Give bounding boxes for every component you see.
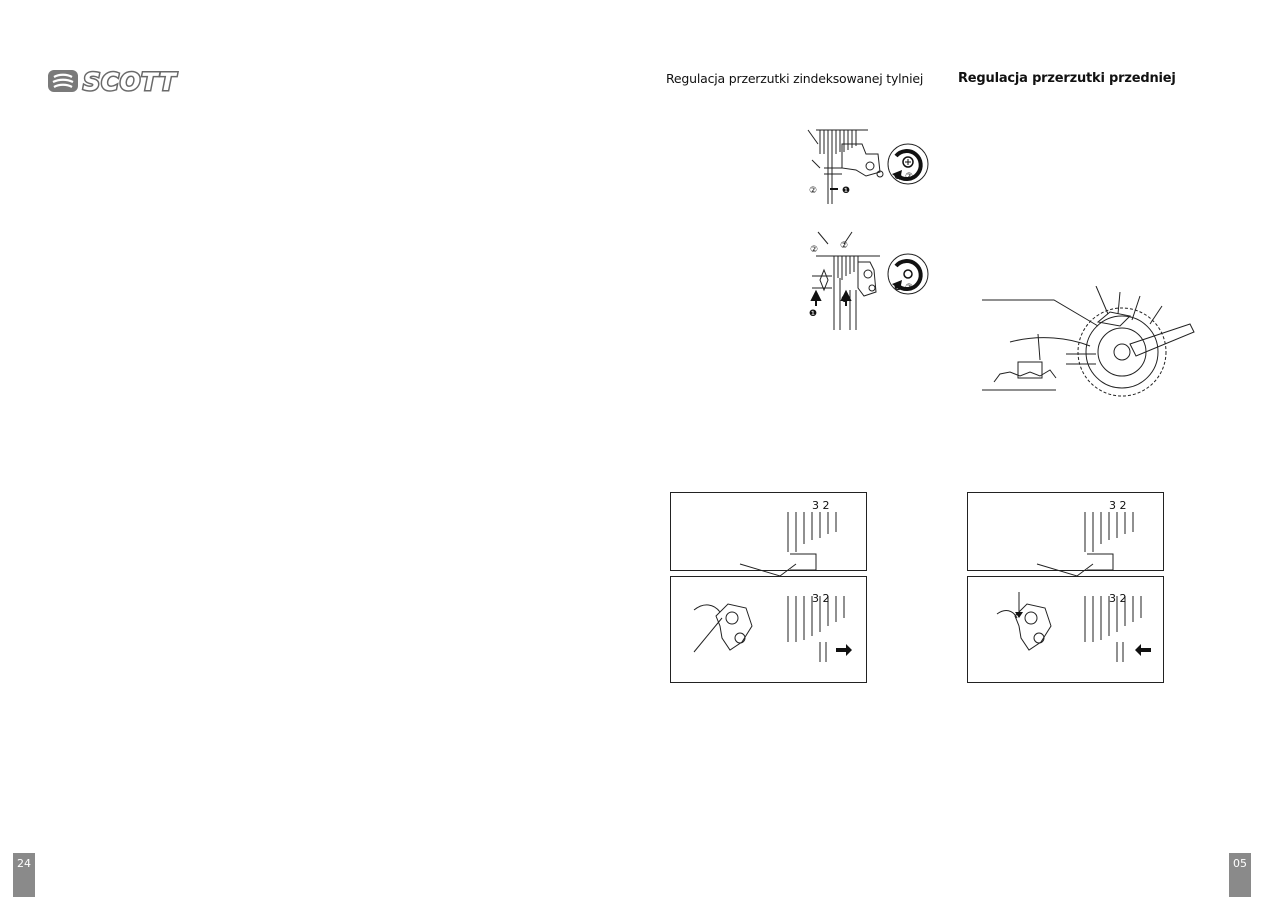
rear-adjust-figure-middle [806,230,930,341]
callout-2-label: ② [809,186,818,196]
callout-2-label: ② [810,245,819,255]
page-number-left: 24 [13,853,35,897]
gear-numbers-bottom: 3 2 [1109,592,1127,605]
callout-1-label: ❶ [841,295,850,305]
gear-numbers-top: 3 2 [812,499,830,512]
rear-cable-adjust-figure [670,492,868,689]
gear-numbers-bottom: 3 2 [812,592,830,605]
heading-rear-derailleur: Regulacja przerzutki zindeksowanej tylniej [666,71,924,86]
callout-1-label: ❶ [894,283,903,293]
logo-wordmark: SCOTT [83,68,177,94]
callout-1-label: ❶ [809,309,818,319]
front-derailleur-figure [980,286,1206,411]
callout-2-label: ② [905,172,914,182]
front-cable-adjust-figure [967,492,1165,689]
scott-logo [47,68,192,99]
callout-2-label: ② [840,241,849,251]
page-number-right: 05 [1229,853,1251,897]
heading-front-derailleur: Regulacja przerzutki przedniej [958,71,1176,86]
gear-numbers-top: 3 2 [1109,499,1127,512]
rear-adjust-figure-top [806,124,930,217]
callout-1-label: ❶ [894,172,903,182]
callout-1-label: ❶ [842,186,851,196]
callout-2-label: ② [905,283,914,293]
